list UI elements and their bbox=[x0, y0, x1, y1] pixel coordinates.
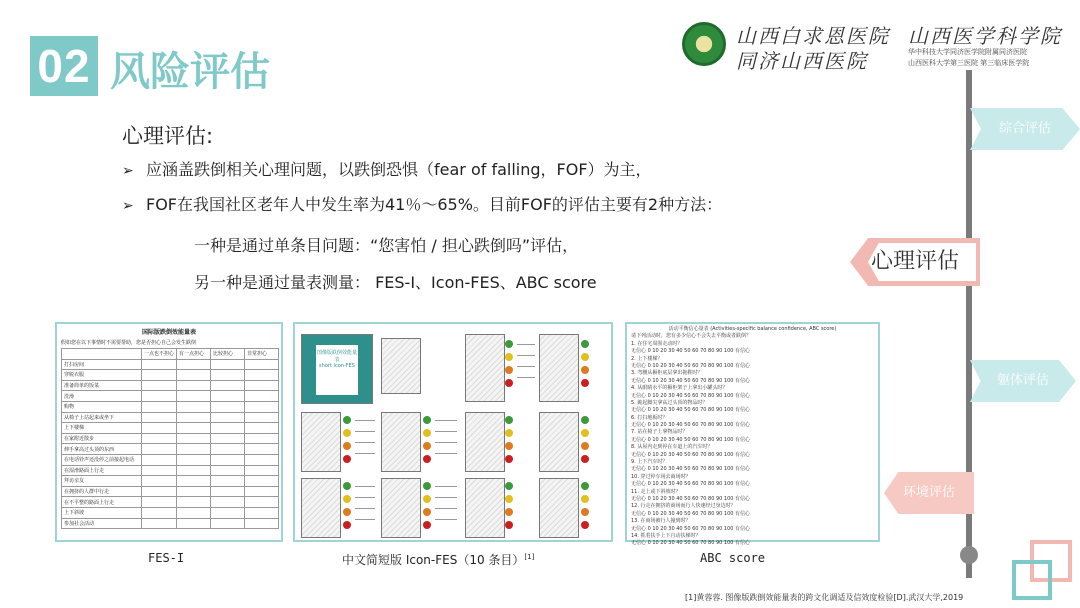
citation-marker: [1] bbox=[524, 553, 535, 561]
form-line: 11. 走上或下斜坡时？ bbox=[631, 488, 681, 495]
method-line: 一种是通过单条目问题：“您害怕 / 担心跌倒吗”评估， bbox=[194, 236, 579, 255]
table-cell: 打扫房间 bbox=[62, 359, 142, 370]
table-row bbox=[62, 454, 279, 465]
table-cell bbox=[245, 412, 279, 423]
nav-tab-label: 躯体评估 bbox=[996, 373, 1049, 388]
activity-picture bbox=[381, 412, 421, 472]
table-cell: 穿脱衣服 bbox=[62, 370, 142, 381]
table-cell: 从椅子上站起来或坐下 bbox=[62, 412, 142, 423]
table-row bbox=[62, 433, 279, 444]
form-line: 无信心 0 10 20 30 40 50 60 70 80 90 100 有信心 bbox=[631, 377, 751, 384]
table-cell bbox=[177, 497, 211, 508]
activity-picture bbox=[301, 412, 341, 472]
table-cell: 伸手拿高过头顶的东西 bbox=[62, 444, 142, 455]
table-cell bbox=[211, 476, 245, 487]
caption-fes-i: FES-I bbox=[148, 551, 185, 565]
table-cell bbox=[141, 465, 176, 476]
table-cell bbox=[141, 412, 176, 423]
label-lines bbox=[435, 420, 457, 464]
rating-dots bbox=[581, 340, 591, 392]
table-cell bbox=[141, 507, 176, 518]
table-cell bbox=[177, 380, 211, 391]
form-line: 6. 打扫地板时？ bbox=[631, 414, 668, 421]
form-line: 无信心 0 10 20 30 40 50 60 70 80 90 100 有信心 bbox=[631, 495, 751, 502]
table-cell bbox=[141, 486, 176, 497]
table-cell bbox=[211, 359, 245, 370]
decor-square-teal bbox=[1012, 560, 1052, 600]
nav-tab-label: 综合评估 bbox=[998, 121, 1051, 136]
table-row bbox=[62, 412, 279, 423]
table-cell bbox=[177, 370, 211, 381]
cover-subtitle: short Icon-FES bbox=[319, 363, 355, 369]
table-cell bbox=[245, 401, 279, 412]
form-line: 无信心 0 10 20 30 40 50 60 70 80 90 100 有信心 bbox=[631, 436, 751, 443]
section-number: 02 bbox=[30, 36, 98, 96]
table-header-cell: 比较担心 bbox=[211, 349, 245, 360]
fes-i-form-image bbox=[55, 322, 283, 542]
table-row bbox=[62, 444, 279, 455]
table-cell: 在电话铃声还没停之前接起电话 bbox=[62, 454, 142, 465]
table-header-cell: 一点也不担心 bbox=[141, 349, 176, 360]
table-cell bbox=[177, 412, 211, 423]
table-row bbox=[62, 507, 279, 518]
fes-table bbox=[61, 348, 279, 529]
form-line: 无信心 0 10 20 30 40 50 60 70 80 90 100 有信心 bbox=[631, 525, 751, 532]
table-cell bbox=[245, 476, 279, 487]
activity-picture bbox=[539, 334, 579, 402]
rating-dots bbox=[505, 340, 515, 392]
rating-dots bbox=[423, 416, 433, 468]
bullet-item bbox=[122, 192, 722, 215]
table-row bbox=[62, 391, 279, 402]
form-line: 无信心 0 10 20 30 40 50 60 70 80 90 100 有信心 bbox=[631, 407, 751, 414]
logo-text-line: 同济山西医院 bbox=[736, 49, 868, 73]
caption-icon-fes bbox=[342, 551, 534, 568]
nav-tab-environment[interactable] bbox=[884, 472, 974, 514]
table-cell bbox=[141, 476, 176, 487]
form-line: 1. 在住宅周围走动时？ bbox=[631, 340, 683, 347]
caption-text: 中文简短版 Icon-FES（10 条目） bbox=[342, 553, 525, 567]
activity-picture bbox=[539, 412, 579, 472]
form-line: 无信心 0 10 20 30 40 50 60 70 80 90 100 有信心 bbox=[631, 348, 751, 355]
activity-picture bbox=[465, 412, 505, 472]
table-cell bbox=[141, 401, 176, 412]
caption-abc: ABC score bbox=[700, 551, 766, 565]
rating-dots bbox=[423, 482, 433, 534]
table-cell bbox=[177, 507, 211, 518]
icon-fes-image bbox=[293, 322, 613, 542]
table-cell bbox=[211, 465, 245, 476]
activity-picture bbox=[301, 478, 341, 538]
table-cell: 参加社会活动 bbox=[62, 518, 142, 529]
table-cell bbox=[177, 465, 211, 476]
table-cell bbox=[177, 423, 211, 434]
form-line: 无信心 0 10 20 30 40 50 60 70 80 90 100 有信心 bbox=[631, 422, 751, 429]
rating-dots bbox=[505, 416, 515, 468]
label-lines bbox=[355, 420, 375, 464]
table-cell: 上下楼梯 bbox=[62, 423, 142, 434]
reference-footnote: [1]黄蓉蓉. 图像版跌倒效能量表的跨文化调适及信效度检验[D].武汉大学,2019 bbox=[685, 593, 964, 602]
form-line: 4. 从眼睛水平的橱柜架子上拿出小罐头时？ bbox=[631, 385, 728, 392]
bullet-item bbox=[122, 157, 652, 180]
logo-text-line: 山西医科大学第三医院 第三临床医学院 bbox=[908, 59, 1030, 67]
table-cell bbox=[245, 423, 279, 434]
rating-dots bbox=[343, 416, 353, 468]
activity-picture bbox=[465, 478, 505, 538]
form-line: 7. 站在椅子上拿物品时？ bbox=[631, 429, 688, 436]
table-cell bbox=[245, 391, 279, 402]
label-lines bbox=[355, 486, 375, 530]
form-line: 无信心 0 10 20 30 40 50 60 70 80 90 100 有信心 bbox=[631, 466, 751, 473]
activity-picture bbox=[381, 478, 421, 538]
table-row bbox=[62, 423, 279, 434]
table-cell bbox=[177, 433, 211, 444]
table-cell: 拜访亲友 bbox=[62, 476, 142, 487]
table-cell: 在不平整的路面上行走 bbox=[62, 497, 142, 508]
table-cell bbox=[211, 423, 245, 434]
table-cell bbox=[141, 391, 176, 402]
table-cell bbox=[211, 401, 245, 412]
table-row bbox=[62, 476, 279, 487]
form-line: 9. 上下汽车时？ bbox=[631, 459, 668, 466]
table-header-cell: 非常担心 bbox=[245, 349, 279, 360]
logo-text-line: 山西白求恩医院 bbox=[736, 24, 890, 48]
table-cell bbox=[211, 486, 245, 497]
table-cell bbox=[141, 497, 176, 508]
table-cell: 洗澡 bbox=[62, 391, 142, 402]
form-line: 13. 在商场被行人撞到时？ bbox=[631, 518, 691, 525]
instruction-card bbox=[381, 338, 421, 394]
icon-fes-cover-card bbox=[301, 334, 373, 404]
label-lines bbox=[435, 486, 457, 530]
form-line: 12. 行走在拥挤的商场而行人快速经过身边时？ bbox=[631, 503, 736, 510]
table-cell bbox=[245, 507, 279, 518]
subheading: 心理评估: bbox=[122, 124, 214, 148]
table-cell bbox=[211, 454, 245, 465]
table-header-cell: 有一点担心 bbox=[177, 349, 211, 360]
table-cell bbox=[211, 370, 245, 381]
table-cell bbox=[177, 454, 211, 465]
table-cell bbox=[211, 507, 245, 518]
form-line: 3. 弯腰从橱柜底层拿出拖鞋时？ bbox=[631, 370, 703, 377]
table-cell: 在拥挤的人群中行走 bbox=[62, 486, 142, 497]
table-cell bbox=[245, 359, 279, 370]
table-row bbox=[62, 359, 279, 370]
rating-dots bbox=[581, 482, 591, 534]
table-cell bbox=[141, 444, 176, 455]
form-line: 5. 踮起脚尖拿高过头顶的物品时？ bbox=[631, 399, 708, 406]
nav-tab-psychological[interactable] bbox=[850, 238, 980, 286]
label-lines bbox=[517, 344, 535, 388]
bullet-text: 应涵盖跌倒相关心理问题，以跌倒恐惧（fear of falling，FOF）为主， bbox=[146, 160, 652, 179]
rating-dots bbox=[581, 416, 591, 468]
form-line: 无信心 0 10 20 30 40 50 60 70 80 90 100 有信心 bbox=[631, 392, 751, 399]
table-cell bbox=[245, 486, 279, 497]
form-line: 8. 从屋内走到停在车道上的汽车时？ bbox=[631, 444, 713, 451]
table-cell bbox=[245, 497, 279, 508]
form-subtitle: 假如您在以下事情时不需要帮助，您是否担心自己会发生跌倒 bbox=[61, 340, 197, 346]
table-row bbox=[62, 370, 279, 381]
form-line: 请下列活动时，您有多少信心不会失去平衡或者跌倒？ bbox=[631, 333, 752, 340]
timeline-end-dot bbox=[960, 546, 978, 564]
abc-score-form-image bbox=[625, 322, 880, 547]
logo-text-line: 山西医学科学院 bbox=[908, 24, 1062, 48]
form-title: 国际版跌倒效能量表 bbox=[141, 329, 196, 336]
table-cell bbox=[177, 359, 211, 370]
table-cell bbox=[177, 476, 211, 487]
table-cell bbox=[211, 497, 245, 508]
table-cell bbox=[245, 444, 279, 455]
table-cell bbox=[245, 370, 279, 381]
activity-picture bbox=[465, 334, 505, 402]
nav-tab-comprehensive[interactable] bbox=[970, 108, 1080, 150]
table-cell: 上下斜坡 bbox=[62, 507, 142, 518]
table-header-row bbox=[62, 349, 279, 360]
table-cell bbox=[141, 454, 176, 465]
table-row bbox=[62, 380, 279, 391]
activity-picture bbox=[539, 478, 579, 538]
table-cell bbox=[62, 349, 142, 360]
table-cell bbox=[245, 454, 279, 465]
table-cell bbox=[245, 465, 279, 476]
bullet-text: FOF在我国社区老年人中发生率为41％～65%。目前FOF的评估主要有2种方法： bbox=[146, 195, 723, 214]
section-title: 风险评估 bbox=[110, 49, 270, 95]
icon-fes-grid bbox=[299, 328, 607, 536]
form-line: 无信心 0 10 20 30 40 50 60 70 80 90 100 有信心 bbox=[631, 362, 751, 369]
table-cell bbox=[211, 444, 245, 455]
rating-dots bbox=[343, 482, 353, 534]
cover-title: 图像版跌倒效能量表 bbox=[316, 350, 357, 363]
method-line: 另一种是通过量表测量： FES-I、Icon-FES、ABC score bbox=[194, 273, 597, 292]
table-cell bbox=[177, 444, 211, 455]
arrow-bullet-icon: ➢ bbox=[122, 198, 134, 214]
table-row bbox=[62, 497, 279, 508]
table-row bbox=[62, 465, 279, 476]
nav-tab-label: 心理评估 bbox=[870, 249, 959, 274]
table-cell bbox=[177, 486, 211, 497]
form-line: 无信心 0 10 20 30 40 50 60 70 80 90 100 有信心 bbox=[631, 540, 751, 547]
cover-inner bbox=[316, 345, 358, 395]
table-cell bbox=[211, 518, 245, 529]
table-cell: 在家附近散步 bbox=[62, 433, 142, 444]
table-cell bbox=[177, 401, 211, 412]
table-cell bbox=[211, 412, 245, 423]
table-cell bbox=[211, 380, 245, 391]
nav-tab-physical[interactable] bbox=[970, 360, 1076, 402]
table-row bbox=[62, 486, 279, 497]
table-cell: 在湿滑路面上行走 bbox=[62, 465, 142, 476]
table-cell bbox=[211, 433, 245, 444]
table-cell bbox=[141, 380, 176, 391]
table-cell bbox=[211, 391, 245, 402]
table-cell bbox=[177, 518, 211, 529]
logo-text-line: 华中科技大学同济医学院附属同济医院 bbox=[908, 48, 1027, 56]
table-row bbox=[62, 401, 279, 412]
table-cell bbox=[141, 423, 176, 434]
table-cell bbox=[141, 359, 176, 370]
table-cell bbox=[141, 518, 176, 529]
table-cell: 购物 bbox=[62, 401, 142, 412]
form-line: 10. 穿过停车场去商场时？ bbox=[631, 473, 691, 480]
table-cell bbox=[245, 518, 279, 529]
form-line: 无信心 0 10 20 30 40 50 60 70 80 90 100 有信心 bbox=[631, 451, 751, 458]
hospital-seal-logo bbox=[682, 22, 726, 66]
nav-tab-label: 环境评估 bbox=[902, 485, 955, 500]
table-cell bbox=[245, 433, 279, 444]
rating-dots bbox=[505, 482, 515, 534]
form-line: 无信心 0 10 20 30 40 50 60 70 80 90 100 有信心 bbox=[631, 481, 751, 488]
table-cell bbox=[141, 370, 176, 381]
form-line: 无信心 0 10 20 30 40 50 60 70 80 90 100 有信心 bbox=[631, 510, 751, 517]
table-cell bbox=[141, 433, 176, 444]
table-cell bbox=[245, 380, 279, 391]
form-line: 14. 抓着扶手上下自动扶梯时？ bbox=[631, 532, 701, 539]
table-cell: 准备简单的饭菜 bbox=[62, 380, 142, 391]
table-cell bbox=[177, 391, 211, 402]
arrow-bullet-icon: ➢ bbox=[122, 163, 134, 179]
form-title: 活动平衡信心量表 (Activities-specific balance confidence, ABC score) bbox=[668, 326, 837, 332]
form-line: 2. 上下楼梯？ bbox=[631, 355, 663, 362]
table-row bbox=[62, 518, 279, 529]
